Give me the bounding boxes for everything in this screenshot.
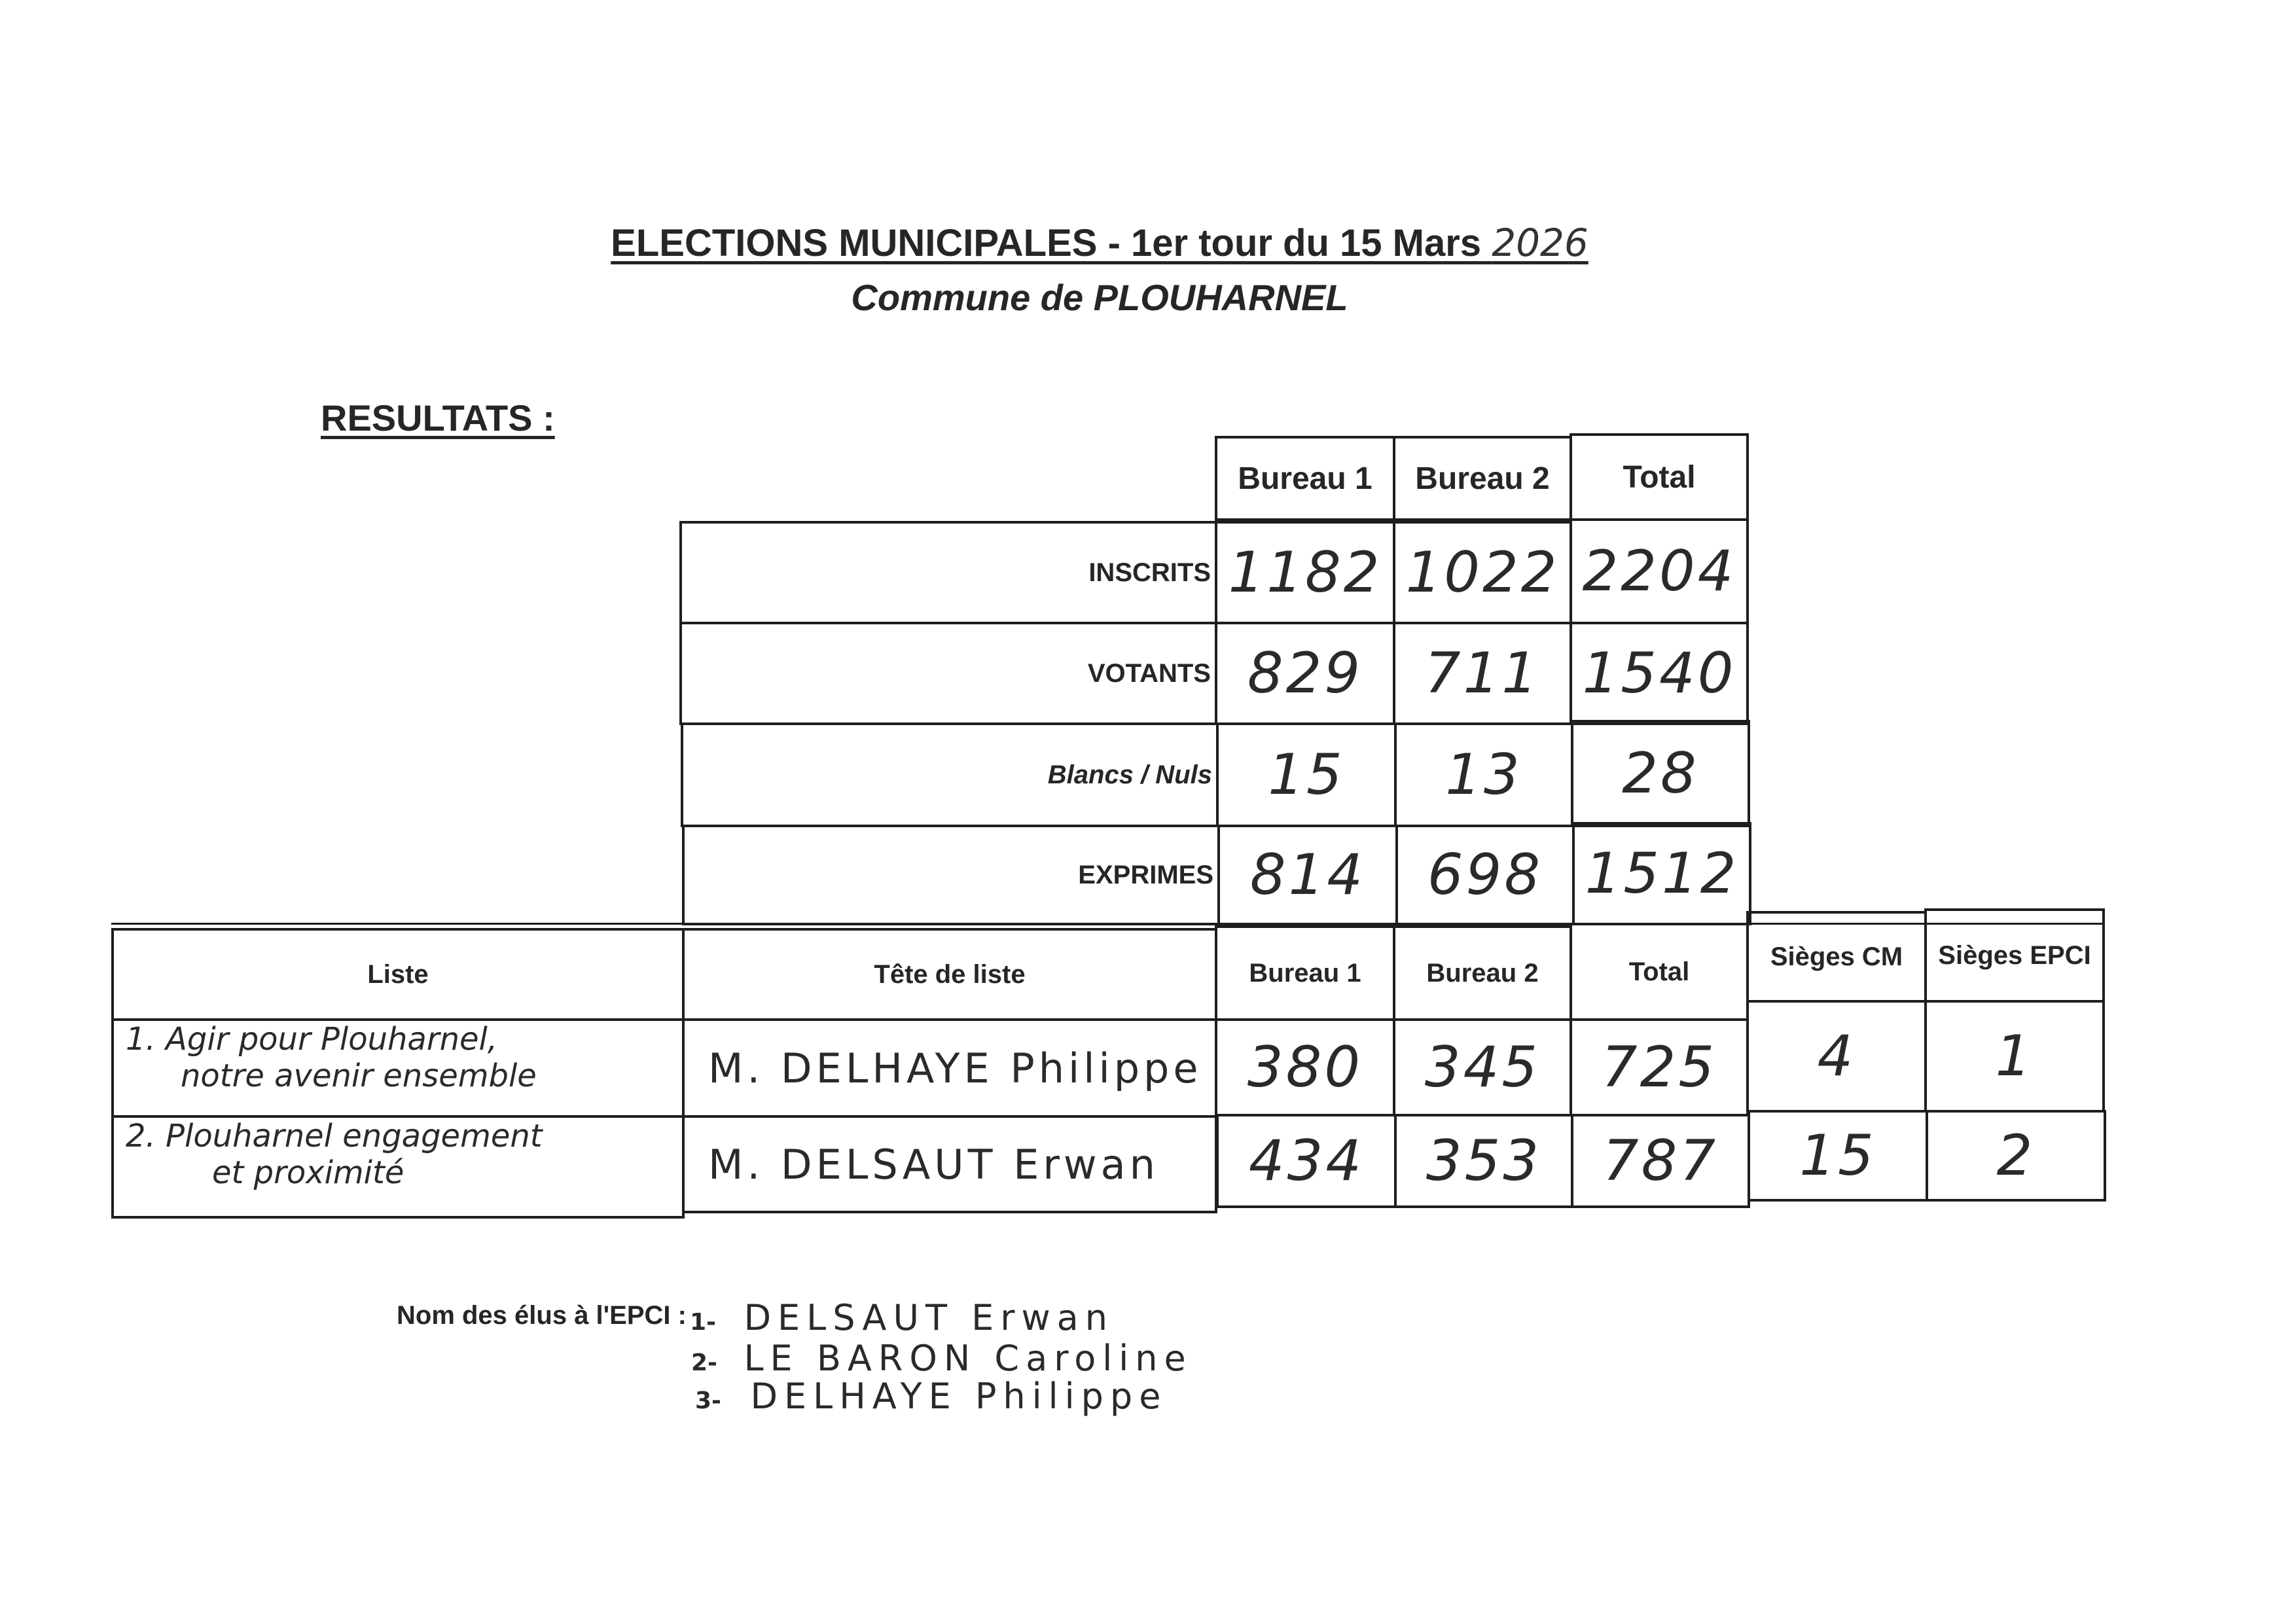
- inscrits-total: 2204: [1570, 518, 1749, 624]
- summary-col-total: Total: [1570, 433, 1749, 521]
- blancs-total: 28: [1571, 720, 1750, 827]
- inscrits-bureau2: 1022: [1393, 521, 1572, 624]
- lists-col-liste: Liste: [111, 928, 685, 1021]
- document-title: [0, 220, 2199, 266]
- epci-elu-2-num: 2-: [691, 1349, 717, 1376]
- epci-elu-2: [691, 1338, 1193, 1380]
- lists-col-sieges-cm: Sièges CM: [1746, 911, 1927, 1003]
- lists-col-tete: Tête de liste: [682, 928, 1217, 1021]
- epci-elu-3-num: 3-: [695, 1387, 721, 1414]
- row-label-inscrits: INSCRITS: [679, 521, 1217, 624]
- list-row-2-tete: M. DELSAUT Erwan: [682, 1115, 1217, 1213]
- row-label-exprimes: EXPRIMES: [682, 825, 1220, 925]
- list-row-2-sieges-epci: 2: [1926, 1110, 2106, 1202]
- inscrits-bureau1: 1182: [1215, 521, 1395, 624]
- epci-elu-1-name: DELSAUT Erwan: [744, 1297, 1114, 1338]
- epci-elu-1-num: 1-: [690, 1309, 716, 1336]
- list-row-1-liste-line1: 1. Agir pour Plouharnel,: [126, 1021, 498, 1058]
- list-row-2-bureau1: 434: [1216, 1114, 1397, 1208]
- epci-label: Nom des élus à l'EPCI :: [397, 1301, 687, 1330]
- epci-elu-2-name: LE BARON Caroline: [744, 1338, 1193, 1379]
- summary-col-bureau2: Bureau 2: [1393, 436, 1572, 521]
- list-row-1-sieges-epci: 1: [1924, 1000, 2105, 1113]
- list-row-2-sieges-cm: 15: [1748, 1110, 1928, 1202]
- list-row-1-tete: M. DELHAYE Philippe: [682, 1018, 1217, 1118]
- list-row-1-liste-line2: notre avenir ensemble: [181, 1058, 537, 1094]
- row-label-votants: VOTANTS: [679, 622, 1217, 725]
- list-row-1-liste: [111, 1018, 685, 1118]
- list-row-2-bureau2: 353: [1394, 1114, 1573, 1208]
- lists-col-sieges-epci: Sièges EPCI: [1924, 908, 2105, 1003]
- epci-elu-3-name: DELHAYE Philippe: [750, 1376, 1168, 1417]
- votants-total: 1540: [1570, 622, 1749, 725]
- list-row-1-sieges-cm: 4: [1746, 1000, 1927, 1113]
- list-row-2-total: 787: [1571, 1114, 1750, 1208]
- commune-subtitle: Commune de PLOUHARNEL: [851, 277, 1348, 318]
- list-row-1-total: 725: [1570, 1018, 1749, 1116]
- summary-col-bureau1: Bureau 1: [1215, 436, 1395, 521]
- votants-bureau1: 829: [1215, 622, 1395, 725]
- list-row-2-liste: [111, 1115, 685, 1219]
- blancs-bureau2: 13: [1394, 722, 1573, 827]
- lists-col-total: Total: [1570, 923, 1749, 1021]
- lists-col-bureau2: Bureau 2: [1393, 925, 1572, 1021]
- list-row-1-bureau2: 345: [1393, 1018, 1572, 1116]
- title-text: ELECTIONS MUNICIPALES - 1er tour du 15 Mars: [611, 222, 1482, 264]
- lists-col-bureau1: Bureau 1: [1215, 925, 1395, 1021]
- list-row-2-liste-line1: 2. Plouharnel engagement: [126, 1118, 543, 1154]
- exprimes-bureau1: 814: [1217, 825, 1398, 925]
- epci-elu-3: [695, 1376, 1167, 1418]
- blancs-bureau1: 15: [1216, 722, 1397, 827]
- exprimes-bureau2: 698: [1395, 825, 1575, 925]
- row-label-blancs-nuls: Blancs / Nuls: [681, 722, 1219, 827]
- title-year: 2026: [1492, 221, 1588, 265]
- list-row-2-liste-line2: et proximité: [212, 1154, 404, 1191]
- epci-elu-1: [690, 1297, 1114, 1339]
- votants-bureau2: 711: [1393, 622, 1572, 725]
- list-row-1-bureau1: 380: [1215, 1018, 1395, 1116]
- exprimes-total: 1512: [1572, 822, 1751, 925]
- resultats-heading: RESULTATS :: [321, 397, 555, 438]
